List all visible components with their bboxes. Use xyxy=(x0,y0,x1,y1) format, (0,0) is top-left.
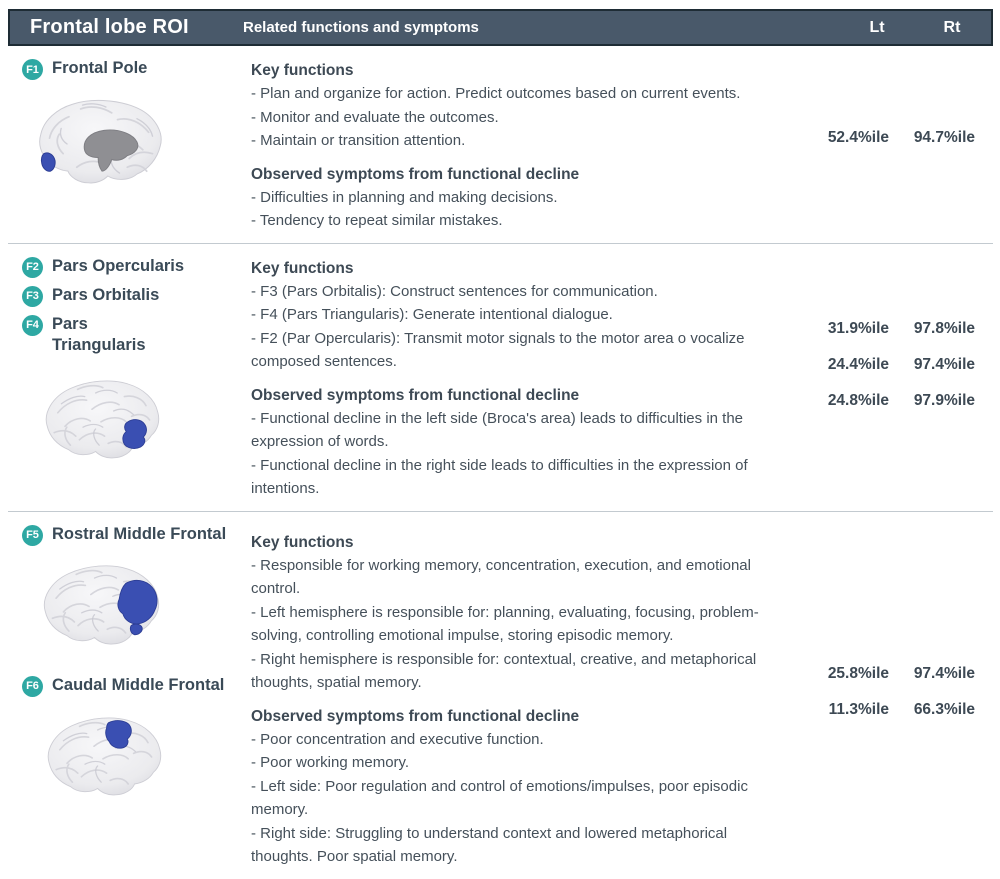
region-badge-f3: F3 xyxy=(22,286,43,307)
roi-cell-frontal-pole xyxy=(8,46,243,243)
bullet-item: - Maintain or transition attention. xyxy=(251,132,466,149)
bullet-item: - Left side: Poor regulation and control of emotions/impulses, poor episodic memory. xyxy=(251,777,748,818)
bullet-item: - Poor working memory. xyxy=(251,754,410,771)
bullet-item: - Plan and organize for action. Predict outcomes based on current events. xyxy=(251,85,741,102)
brain-lateral-rostral-middle-frontal-image xyxy=(36,558,164,653)
functions-cell xyxy=(243,46,793,243)
values-cell xyxy=(793,512,993,879)
symptoms-heading: Observed symptoms from functional decline xyxy=(251,386,580,404)
brain-lateral-pars-image xyxy=(38,374,164,466)
bullet-item: - F4 (Pars Triangularis): Generate intentional dialogue. xyxy=(251,306,613,323)
bullet-item: - Functional decline in the right side leads to difficulties in the expression of intentions. xyxy=(251,456,748,497)
lt-percentile: 11.3%ile xyxy=(828,700,889,718)
symptoms-block xyxy=(251,705,789,869)
region-name: Pars Opercularis xyxy=(52,256,185,275)
bullet-item: - Responsible for working memory, concentration, execution, and emotional control. xyxy=(251,556,751,597)
symptoms-block xyxy=(251,163,789,233)
bullet-item: - Functional decline in the left side (Broca's area) leads to difficulties in the expression of words. xyxy=(251,409,744,450)
key-functions-list xyxy=(251,280,789,374)
key-functions-list xyxy=(251,554,789,695)
table-row xyxy=(8,46,993,244)
lt-percentile: 25.8%ile xyxy=(827,664,889,682)
rt-percentile: 66.3%ile xyxy=(913,700,975,718)
table-header xyxy=(8,9,993,46)
roi-highlight-frontal-pole xyxy=(41,153,55,171)
region-name: Frontal Pole xyxy=(52,59,148,77)
region-label-f2 xyxy=(22,256,243,278)
header-functions-column: Related functions and symptoms xyxy=(243,19,479,36)
symptoms-block xyxy=(251,384,789,501)
region-name: Pars Triangularis xyxy=(52,314,146,354)
region-label-f5 xyxy=(22,524,243,546)
lt-percentile: 52.4%ile xyxy=(827,129,889,146)
percentile-pair xyxy=(801,392,975,410)
functions-cell xyxy=(243,244,793,511)
region-label-f4 xyxy=(22,314,243,356)
region-label-f1 xyxy=(22,58,243,80)
symptoms-list xyxy=(251,186,789,233)
bullet-item: - Tendency to repeat similar mistakes. xyxy=(251,212,503,229)
values-cell xyxy=(793,46,993,243)
bullet-item: - Poor concentration and executive function. xyxy=(251,730,544,748)
roi-cell-middle-frontal xyxy=(8,512,243,879)
region-badge-f2: F2 xyxy=(22,257,43,278)
region-badge-f1: F1 xyxy=(22,59,43,80)
symptoms-heading: Observed symptoms from functional decline xyxy=(251,165,580,183)
header-rt-column: Rt xyxy=(943,18,961,36)
roi-cell-pars-regions xyxy=(8,244,243,511)
bullet-item: - Difficulties in planning and making decisions. xyxy=(251,188,558,206)
region-label-f6 xyxy=(22,675,243,697)
percentile-pair xyxy=(801,701,975,719)
key-functions-heading: Key functions xyxy=(251,259,354,277)
lt-percentile: 31.9%ile xyxy=(827,319,889,337)
symptoms-list xyxy=(251,728,789,869)
rt-percentile: 97.4%ile xyxy=(913,664,975,682)
values-cell xyxy=(793,244,993,511)
brain-medial-frontal-pole-image xyxy=(34,94,170,190)
rt-percentile: 97.9%ile xyxy=(913,391,975,409)
bullet-item: - Right side: Struggling to understand context and lowered metaphorical thoughts. Poor spatial memory. xyxy=(251,824,728,865)
bullet-item: - F2 (Par Opercularis): Transmit motor signals to the motor area o vocalize composed sentences. xyxy=(251,329,745,370)
frontal-lobe-roi-report xyxy=(8,9,993,879)
key-functions-heading: Key functions xyxy=(251,533,354,551)
bullet-item: - F3 (Pars Orbitalis): Construct sentences for communication. xyxy=(251,282,658,300)
lt-percentile: 24.8%ile xyxy=(827,391,889,409)
header-roi-column: Frontal lobe ROI xyxy=(30,16,189,38)
percentile-pair xyxy=(801,356,975,374)
table-row xyxy=(8,512,993,879)
percentile-pair xyxy=(801,129,975,147)
header-lt-column: Lt xyxy=(869,18,885,36)
region-badge-f5: F5 xyxy=(22,525,43,546)
bullet-item: - Right hemisphere is responsible for: contextual, creative, and metaphorical thoughts, spatial memory. xyxy=(251,650,757,691)
region-name: Rostral Middle Frontal xyxy=(52,524,227,543)
roi-highlight-pars-regions xyxy=(123,419,147,448)
symptoms-list xyxy=(251,407,789,501)
rt-percentile: 97.4%ile xyxy=(913,355,975,373)
region-badge-f4: F4 xyxy=(22,315,43,336)
brain-lateral-caudal-middle-frontal-image xyxy=(40,711,166,803)
symptoms-heading: Observed symptoms from functional decline xyxy=(251,707,580,725)
percentile-pair xyxy=(801,320,975,338)
key-functions-list xyxy=(251,82,789,153)
bullet-item: - Left hemisphere is responsible for: planning, evaluating, focusing, problem-solving, controlling emotional impulse, storing episodic memory. xyxy=(251,603,759,644)
functions-cell xyxy=(243,512,793,879)
rt-percentile: 97.8%ile xyxy=(913,319,975,337)
key-functions-heading: Key functions xyxy=(251,62,354,79)
region-badge-f6: F6 xyxy=(22,676,43,697)
region-name: Caudal Middle Frontal xyxy=(52,675,225,694)
percentile-pair xyxy=(801,665,975,683)
rt-percentile: 94.7%ile xyxy=(913,129,975,146)
region-label-f3 xyxy=(22,285,243,307)
lt-percentile: 24.4%ile xyxy=(827,355,889,373)
table-row xyxy=(8,244,993,512)
region-name: Pars Orbitalis xyxy=(52,285,160,304)
bullet-item: - Monitor and evaluate the outcomes. xyxy=(251,108,499,126)
